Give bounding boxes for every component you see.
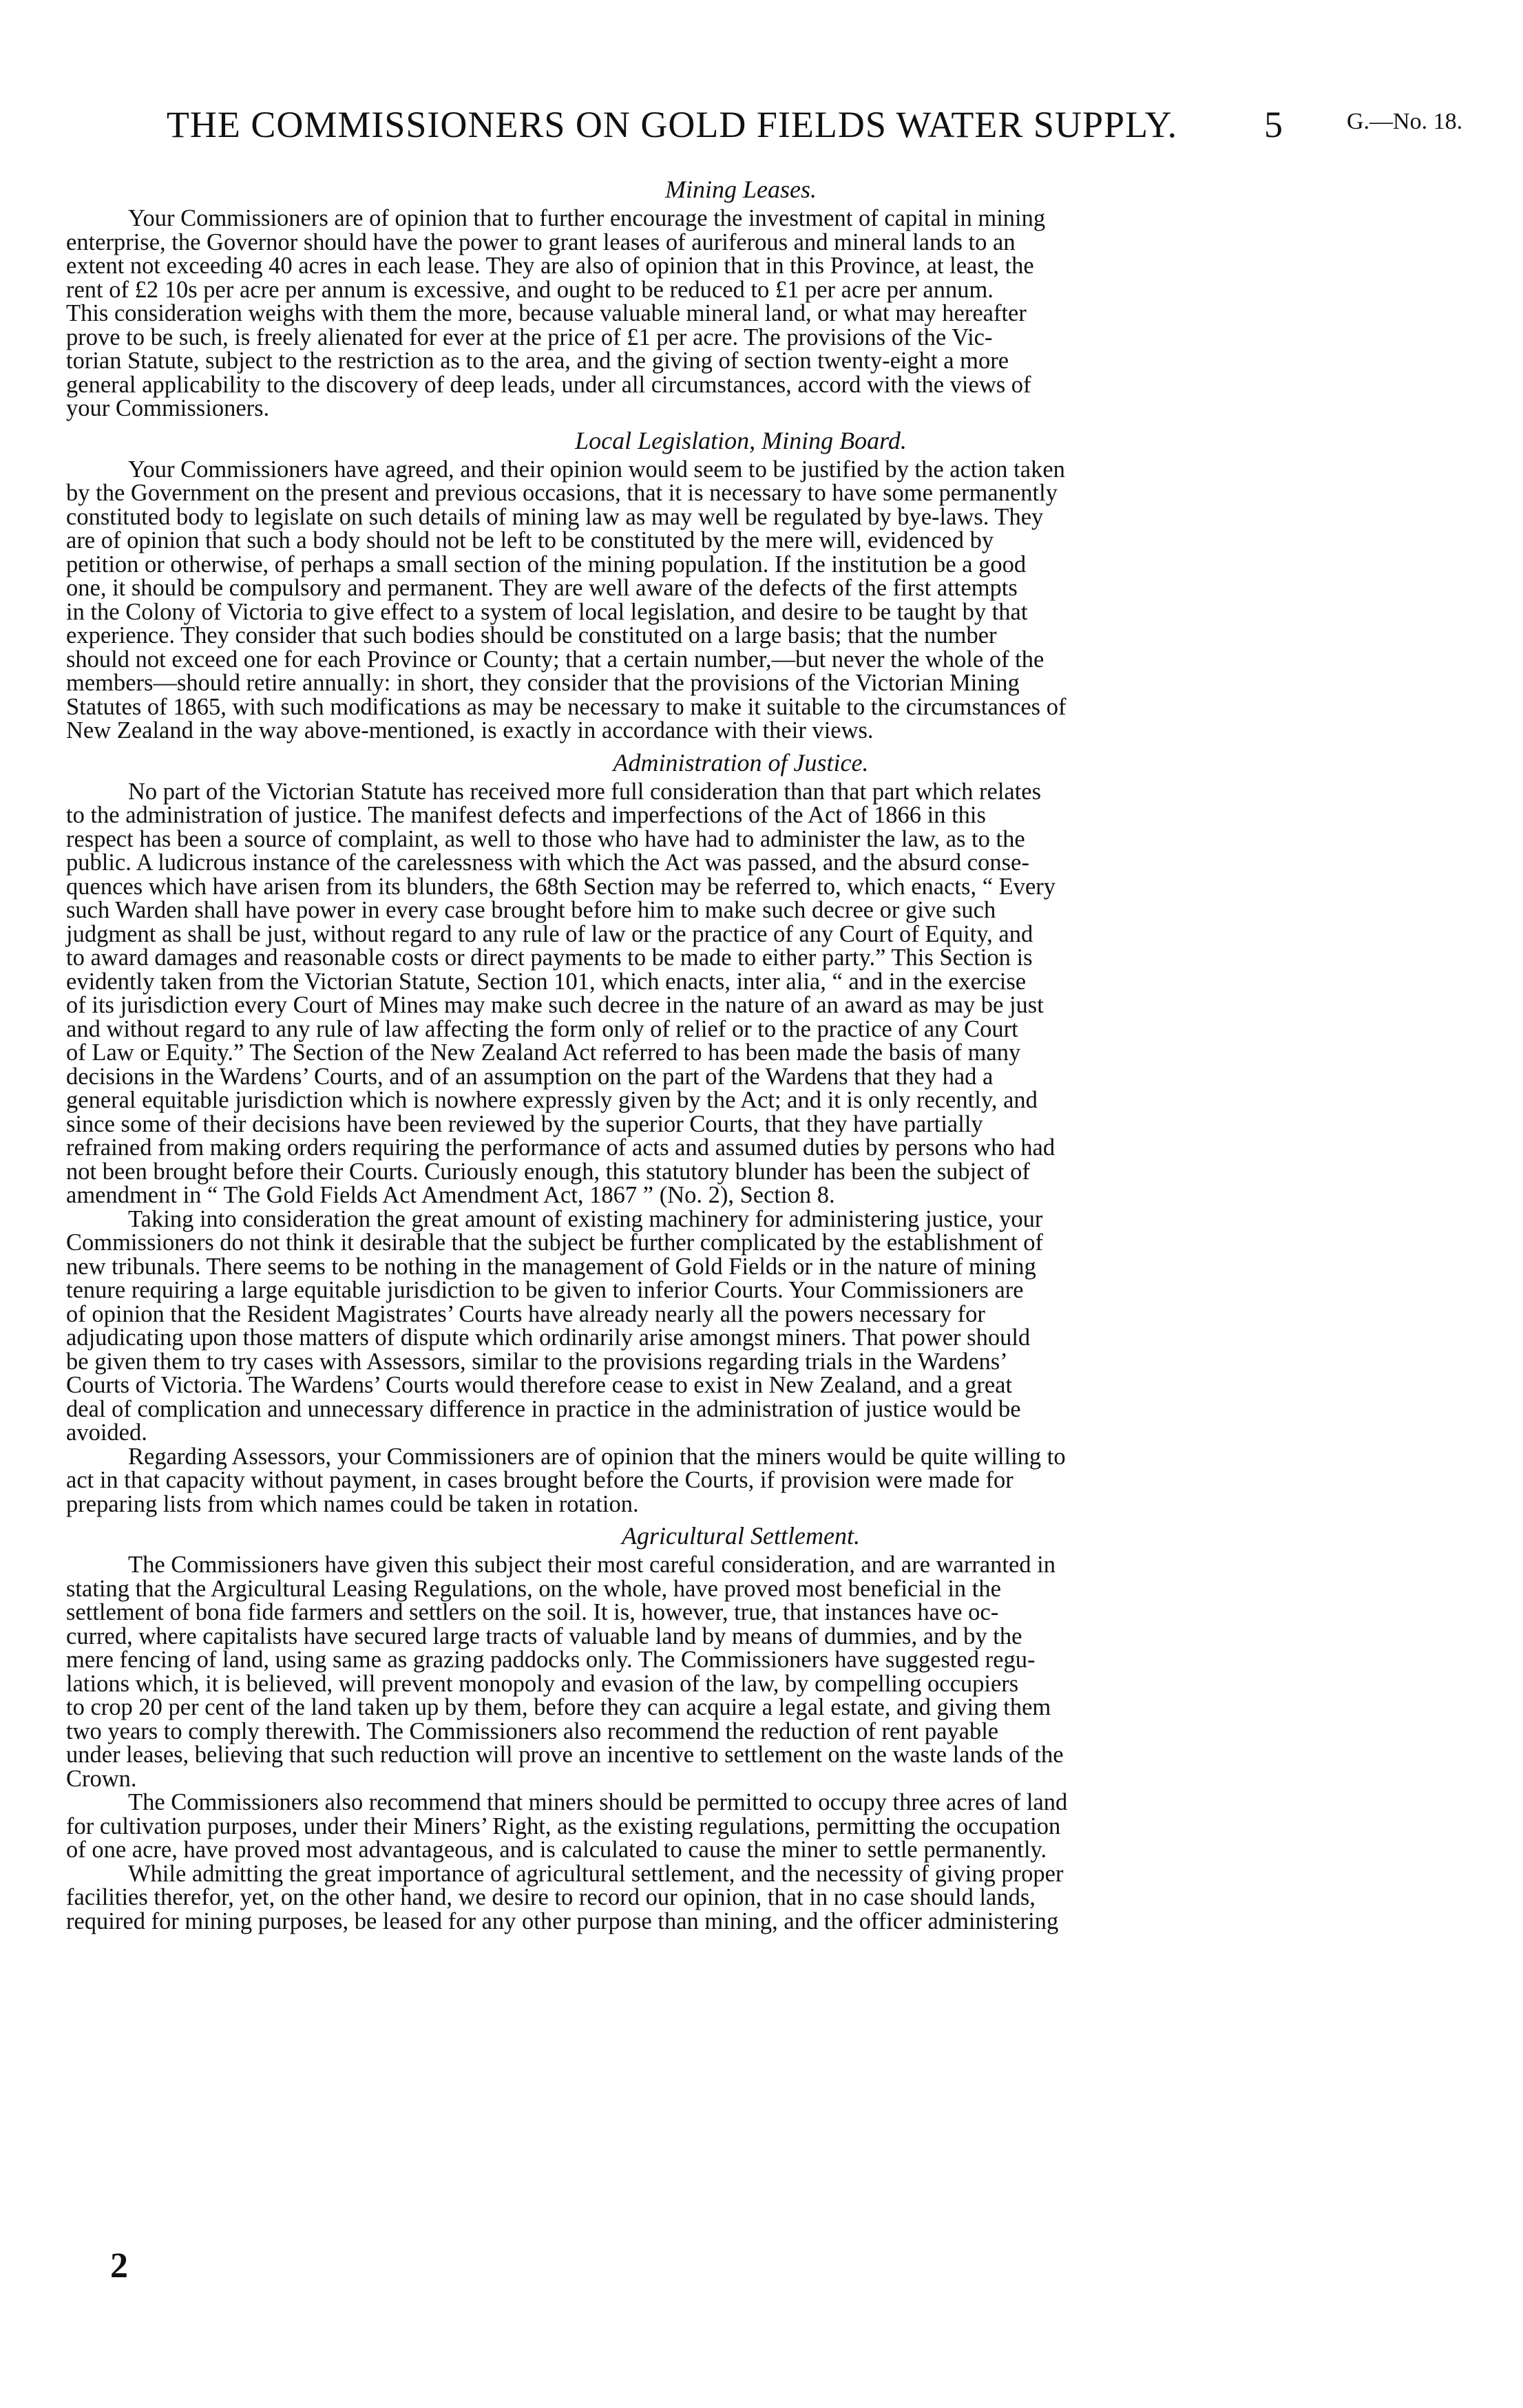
section-heading-administration-of-justice: Administration of Justice. (613, 748, 869, 777)
paragraph: No part of the Victorian Statute has received more full consideration than that part which relates to the administration of justice. The manifest defects and imperfections of the Act of 1866 in this respect has been a source of complaint, as well to those who have had to administer the law, as to the public. A ludicrous instance of the carelessness with which the Act was passed, and the absurd conse- quences which have arisen from its blunders, the 68th Section may be referred to, which enacts, “ Every such Warden shall have power in every case brought before him to make such decree or give such judgment as shall be just, without regard to any rule of law or the practice of any Court of Equity, and to award damages and reasonable costs or direct payments to be made to either party.” This Section is evidently taken from the Victorian Statute, Section 101, which enacts, inter alia, “ and in the exercise of its jurisdiction every Court of Mines may make such decree in the nature of an award as may be just and without regard to any rule of law affecting the form only of relief or to the practice of any Court of Law or Equity.” The Section of the New Zealand Act referred to has been made the basis of many decisions in the Wardens’ Courts, and of an assumption on the part of the Wardens that they had a general equitable jurisdiction which is nowhere expressly given by the Act; and it is only recently, and since some of their decisions have been reviewed by the superior Courts, that they have partially refrained from making orders requiring the performance of acts and assumed duties by persons who had not been brought before their Courts. Curiously enough, this statutory blunder has been the subject of amendment in “ The Gold Fields Act Amendment Act, 1867 ” (No. 2), Section 8. (66, 778, 1056, 1208)
page-number: 5 (1264, 104, 1283, 145)
paragraph: Regarding Assessors, your Commissioners are of opinion that the miners would be quite willing to act in that capacity without payment, in cases brought before the Courts, if provision were made for preparing lists from which names could be taken in rotation. (66, 1443, 1066, 1517)
running-title: THE COMMISSIONERS ON GOLD FIELDS WATER SUPPLY. (166, 104, 1178, 145)
section-heading-mining-leases: Mining Leases. (665, 176, 817, 203)
paragraph: Your Commissioners have agreed, and their opinion would seem to be justified by the action taken by the Government on the present and previous occasions, that it is necessary to have some permanently constituted body to legislate on such details of mining law as may well be regulated by bye-laws. They are of opinion that such a body should not be left to be constituted by the mere will, evidenced by petition or otherwise, of perhaps a small section of the mining population. If the institution be a good one, it should be compulsory and permanent. They are well aware of the defects of the first attempts in the Colony of Victoria to give effect to a system of local legislation, and desire to be taught by that experience. They consider that such bodies should be constituted on a large basis; that the number should not exceed one for each Province or County; that a certain number,—but never the whole of the members—should retire annually: in short, they consider that the provisions of the Victorian Mining Statutes of 1865, with such modifications as may be necessary to make it suitable to the circumstances of New Zealand in the way above-mentioned, is exactly in accordance with their views. (66, 456, 1067, 743)
page-header (66, 103, 1463, 169)
paragraph: The Commissioners have given this subject their most careful consideration, and are warranted in stating that the Argicultural Leasing Regulations, on the whole, have proved most beneficial in the settlement of bona fide farmers and settlers on the soil. It is, however, true, that instances have oc- curred, where capitalists have secured large tracts of valuable land by means of dummies, and by the mere fencing of land, using same as grazing paddocks only. The Commissioners have suggested regu- lations which, it is believed, will prevent monopoly and evasion of the law, by compelling occupiers to crop 20 per cent of the land taken up by them, before they can acquire a legal estate, and giving them two years to comply therewith. The Commissioners also recommend the reduction of rent payable under leases, believing that such reduction will prove an incentive to settlement on the waste lands of the Crown. (66, 1552, 1064, 1792)
paragraph: While admitting the great importance of agricultural settlement, and the necessity of giving proper facilities therefor, yet, on the other hand, we desire to record our opinion, that in no case should lands, required for mining purposes, be leased for any other purpose than mining, and the officer administering (66, 1860, 1064, 1934)
paragraph: Your Commissioners are of opinion that to further encourage the investment of capital in mining enterprise, the Governor should have the power to grant leases of auriferous and mineral lands to an extent not exceeding 40 acres in each lease. They are also of opinion that in this Province, at least, the rent of £2 10s per acre per annum is excessive, and ought to be reduced to £1 per acre per annum. This consideration weighs with them the more, because valuable mineral land, or what may hereafter prove to be such, is freely alienated for ever at the price of £1 per acre. The provisions of the Vic- torian Statute, subject to the restriction as to the area, and the giving of section twenty-eight a more general applicability to the discovery of deep leads, under all circumstances, accord with the views of your Commissioners. (66, 205, 1046, 421)
section-heading-local-legislation: Local Legislation, Mining Board. (575, 426, 907, 454)
paper-reference: G.—No. 18. (1347, 109, 1463, 134)
paragraph: The Commissioners also recommend that miners should be permitted to occupy three acres of land for cultivation purposes, under their Miners’ Right, as the existing regulations, permitting the occupation of one acre, have proved most advantageous, and is calculated to cause the miner to settle permanently. (66, 1789, 1068, 1863)
signature-mark: 2 (110, 2246, 128, 2285)
paragraph: Taking into consideration the great amount of existing machinery for administering justice, your Commissioners do not think it desirable that the subject be further complicated by the establishment of new tribunals. There seems to be nothing in the management of Gold Fields or in the nature of mining tenure requiring a large equitable jurisdiction to be given to inferior Courts. Your Commissioners are of opinion that the Resident Magistrates’ Courts have already nearly all the powers necessary for adjudicating upon those matters of dispute which ordinarily arise amongst miners. That power should be given them to try cases with Assessors, similar to the provisions regarding trials in the Wardens’ Courts of Victoria. The Wardens’ Courts would therefore cease to exist in New Zealand, and a great deal of complication and unnecessary difference in practice in the administration of justice would be avoided. (66, 1205, 1043, 1446)
section-heading-agricultural-settlement: Agricultural Settlement. (622, 1522, 860, 1550)
document-page (66, 103, 1463, 1934)
